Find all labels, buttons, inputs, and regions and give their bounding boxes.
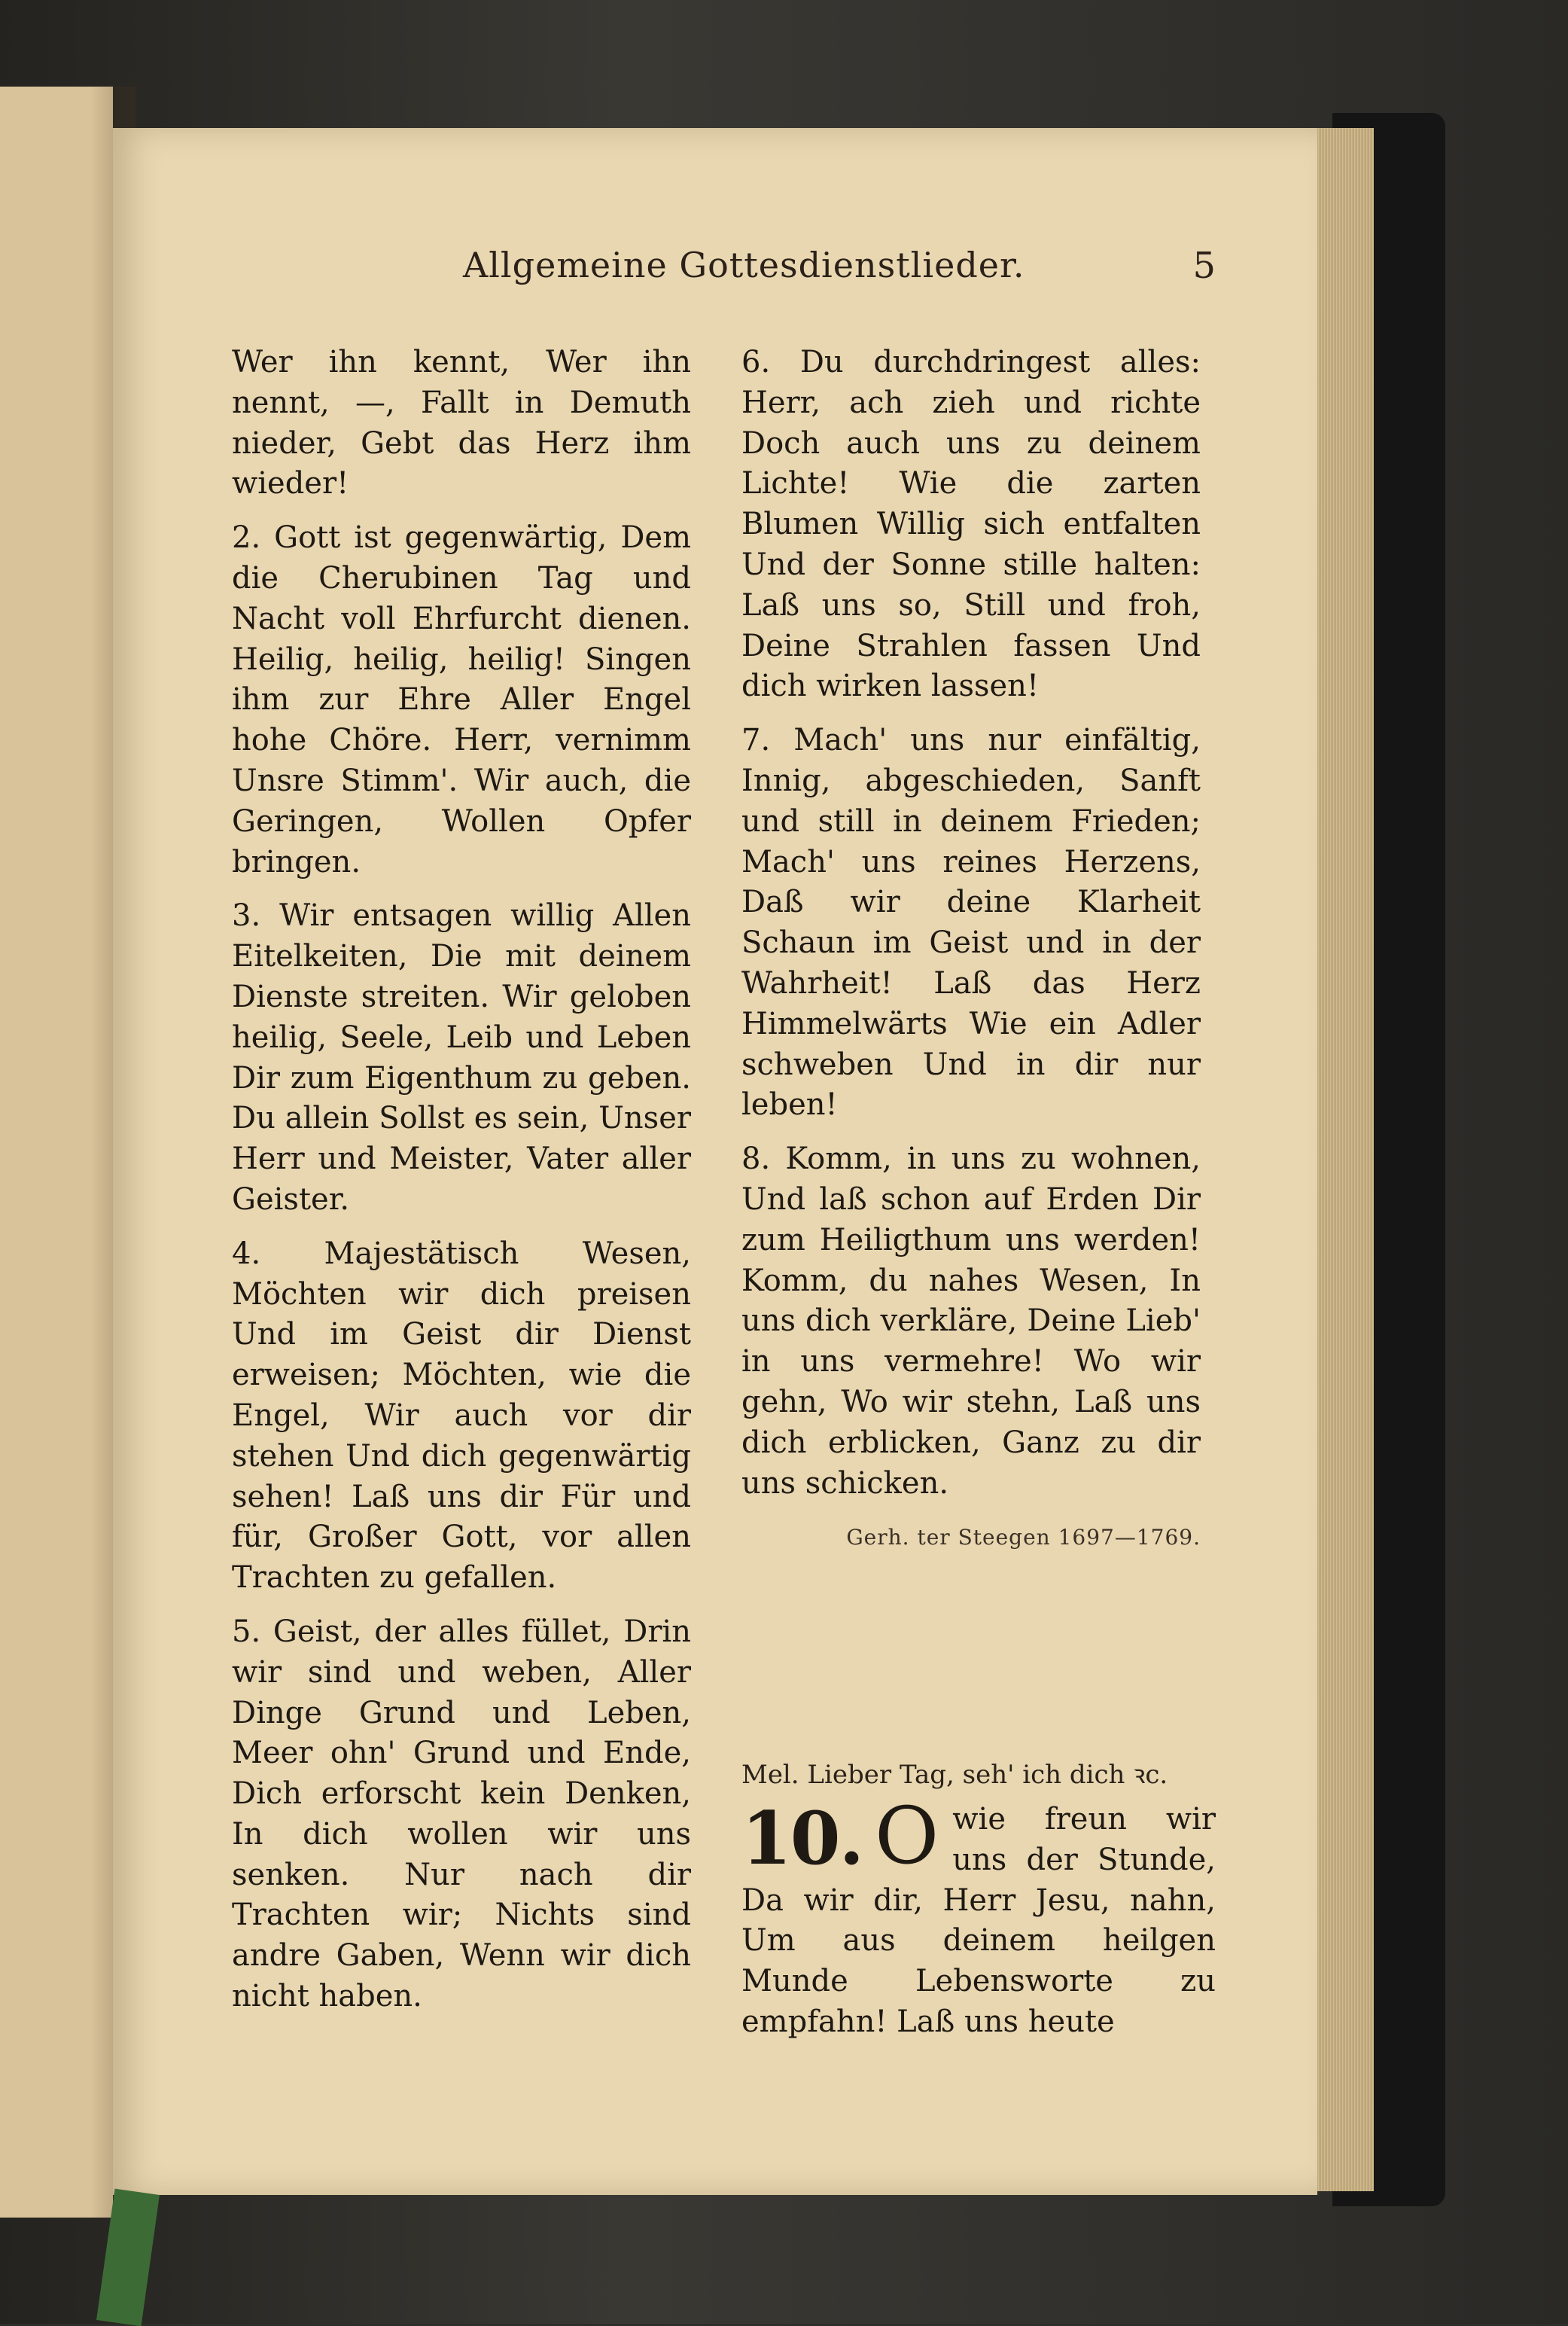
hymn-number: 10. — [741, 1796, 863, 1881]
verse: 4. Majestätisch Wesen, Möchten wir dich preisen Und im Geist dir Dienst erweisen; Möchten, wie die Engel, Wir auch vor dir stehen Und dich gegenwärtig sehen! Laß uns dir Für und für, Großer Gott, vor allen Trachten zu gefallen. — [232, 1236, 691, 1596]
verse: 2. Gott ist gegenwärtig, Dem die Cherubinen Tag und Nacht voll Ehrfurcht dienen. Heilig, heilig, heilig! Singen ihm zur Ehre Aller Engel hohe Chöre. Herr, vernimm Unsre Stimm'. Wir auch, die Geringen, Wollen Opfer bringen. — [232, 520, 691, 879]
drop-cap: O — [875, 1790, 939, 1882]
verse: 5. Geist, der alles füllet, Drin wir sind und weben, Aller Dinge Grund und Leben, Meer ohn' Grund und Ende, Dich erforscht kein Denken, In dich wollen wir uns senken. Nur nach dir Trachten wir; Nichts sind andre Gaben, Wenn wir dich nicht haben. — [232, 1614, 691, 2014]
hymn-text: wie freun wir uns der Stunde, Da wir dir, Herr Jesu, nahn, Um aus deinem heilgen Munde Lebensworte zu empfahn! Laß uns heute — [741, 1802, 1216, 2039]
page-number: 5 — [1192, 245, 1216, 287]
left-column — [232, 343, 691, 2031]
right-column — [741, 343, 1201, 1558]
verse: 6. Du durchdringest alles: Herr, ach zieh und richte Doch auch uns zu deinem Lichte! Wie die zarten Blumen Willig sich entfalten Und der Sonne stille halten: Laß uns so, Still und froh, Deine Strahlen fassen Und dich wirken lassen! — [741, 345, 1201, 704]
verse: 7. Mach' uns nur einfältig, Innig, abgeschieden, Sanft und still in deinem Frieden; Mach' uns reines Herzens, Daß wir deine Klarheit Schaun im Geist und in der Wahrheit! Laß das Herz Himmelwärts Wie ein Adler schweben Und in dir nur leben! — [741, 723, 1201, 1123]
verse: 3. Wir entsagen willig Allen Eitelkeiten, Die mit deinem Dienste streiten. Wir geloben heilig, Seele, Leib und Leben Dir zum Eigenthum zu geben. Du allein Sollst es sein, Unser Herr und Meister, Vater aller Geister. — [232, 898, 691, 1217]
page-header — [463, 245, 1216, 297]
author-attribution: Gerh. ter Steegen 1697—1769. — [846, 1525, 1201, 1550]
verse: Wer ihn kennt, Wer ihn nennt, —, Fallt in Demuth nieder, Gebt das Herz ihm wieder! — [232, 345, 691, 501]
melody-line: Mel. Lieber Tag, seh' ich dich ꝛc. — [741, 1760, 1168, 1790]
running-head: Allgemeine Gottesdienstlieder. — [463, 245, 1025, 285]
verse: 8. Komm, in uns zu wohnen, Und laß schon auf Erden Dir zum Heiligthum uns werden! Komm, du nahes Wesen, In uns dich verkläre, Deine Lieb' in uns vermehre! Wo wir gehn, Wo wir stehn, Laß uns dich erblicken, Ganz zu dir uns schicken. — [741, 1142, 1201, 1501]
page-edges — [1310, 128, 1374, 2191]
hymn-10 — [741, 1790, 1216, 2043]
